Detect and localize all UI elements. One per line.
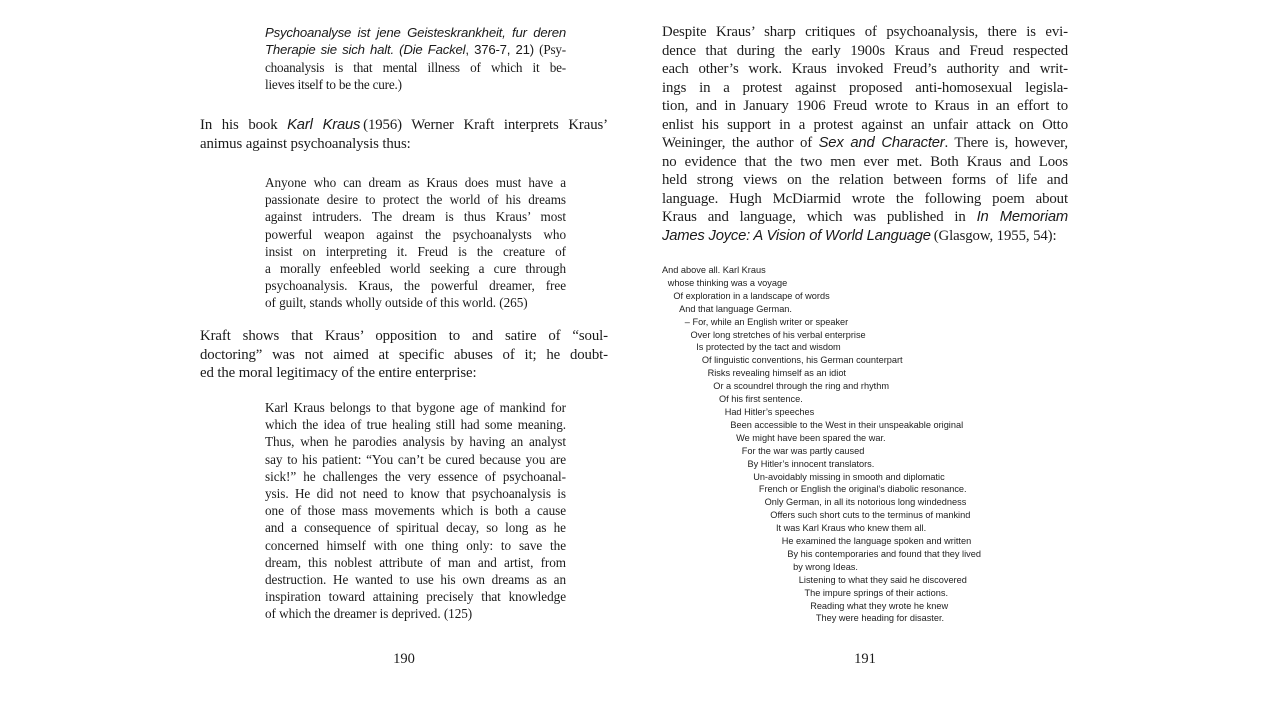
- text-line: choanalysis is that mental illness of which it be-: [265, 59, 566, 75]
- poem-line: They were heading for disaster.: [815, 613, 945, 624]
- text-line: destruction. He wanted to use his own dreams as an: [265, 571, 566, 587]
- text-line: a morally enfeebled world seeking a cure through: [265, 260, 566, 276]
- epigraph-quote: [265, 24, 566, 93]
- text-line: concerned himself with one thing only: to save the: [265, 537, 566, 553]
- text-line: of guilt, stands wholly outside of this world. (265): [265, 295, 528, 311]
- text-line: ings in a protest against proposed anti-homosexual legisla-: [662, 79, 1068, 96]
- text-line: no evidence that the two men ever met. Both Kraus and Loos: [662, 153, 1068, 170]
- poem-line: by wrong Ideas.: [793, 561, 858, 572]
- text-line: psychoanalysis. Kraus, the powerful dreamer, free: [265, 278, 566, 294]
- text-line: and a consequence of spiritual decay, so long as he: [265, 520, 566, 536]
- poem-line: Or a scoundrel through the ring and rhythm: [713, 381, 889, 392]
- poem-line: He examined the language spoken and written: [781, 536, 972, 547]
- text-line: tion, and in January 1906 Freud wrote to Kraus in an effort to: [662, 98, 1068, 114]
- text-line: say to his patient: “You can’t be cured because you are: [265, 451, 566, 467]
- text-line: Psychoanalyse ist jene Geisteskrankheit, fur deren: [265, 25, 566, 40]
- poem-line: Offers such short cuts to the terminus of mankind: [770, 510, 971, 521]
- text-line: powerful weapon against the psychoanalysts who: [265, 226, 566, 242]
- block-quote-kraft-2: [265, 399, 566, 622]
- poem-line: Over long stretches of his verbal enterprise: [690, 329, 866, 340]
- text-line: against intruders. The dream is thus Kraus’ most: [265, 209, 566, 225]
- poem-line: Listening to what they said he discovered: [798, 574, 967, 585]
- poem-line: It was Karl Kraus who knew them all.: [776, 523, 927, 534]
- text-line: lieves itself to be the cure.): [265, 76, 402, 92]
- text-line: which the idea of true healing still had some meaning.: [265, 417, 566, 433]
- poem-line: – For, while an English writer or speaker: [684, 316, 849, 327]
- text-line: ysis. He did not need to know that psychoanalysis is: [265, 485, 566, 501]
- poem-line: And that language German.: [679, 303, 792, 314]
- poem-line: Of his first sentence.: [719, 394, 803, 405]
- poem-line: Is protected by the tact and wisdom: [696, 342, 841, 353]
- poem-line: Of linguistic conventions, his German counterpart: [701, 355, 903, 366]
- text-line: In his book Karl Kraus (1956) Werner Kraft interprets Kraus’: [200, 117, 608, 133]
- poem-line: The impure springs of their actions.: [804, 587, 948, 598]
- paragraph-intro: [200, 116, 608, 153]
- poem-line: French or English the original’s diabolic resonance.: [758, 484, 967, 495]
- page-left: [200, 0, 608, 720]
- text-line: dence that during the early 1900s Kraus and Freud respected: [662, 42, 1068, 59]
- text-line: Karl Kraus belongs to that bygone age of mankind for: [265, 400, 566, 415]
- poem-line: Un-avoidably missing in smooth and diplomatic: [753, 471, 945, 482]
- poem-line: Had Hitler’s speeches: [724, 406, 815, 417]
- poem-line: Been accessible to the West in their unspeakable original: [730, 419, 964, 430]
- text-line: each other’s work. Kraus invoked Freud’s authority and writ-: [662, 61, 1068, 77]
- text-line: insist on interpreting it. Freud is the creature of: [265, 243, 566, 259]
- text-line: Thus, when he parodies analysis by having an analyst: [265, 434, 566, 450]
- text-line: Despite Kraus’ sharp critiques of psychoanalysis, there is evi-: [662, 24, 1068, 40]
- text-line: Kraft shows that Kraus’ opposition to and satire of “soul-: [200, 328, 608, 344]
- poem-mcdiarmid: [662, 264, 1068, 625]
- text-line: doctoring” was not aimed at specific abuses of it; he doubt-: [200, 346, 608, 363]
- text-line: one of those mass movements which is both a cause: [265, 503, 566, 519]
- poem-line: And above all. Karl Kraus: [662, 265, 766, 275]
- text-line: passionate desire to protect the world of his dreams: [265, 192, 566, 208]
- text-line: sick!” he challenges the very essence of psychoanal-: [265, 468, 566, 484]
- text-line: Anyone who can dream as Kraus does must have a: [265, 175, 566, 190]
- text-line: Kraus and language, which was published in In Memoriam: [662, 209, 1068, 225]
- poem-line: By Hitler’s innocent translators.: [747, 458, 875, 469]
- block-quote-kraft-1: [265, 174, 566, 312]
- text-line: Therapie sie sich halt. (Die Fackel, 376-7, 21) (Psy-: [265, 42, 566, 58]
- poem-line: whose thinking was a voyage: [667, 277, 788, 288]
- text-line: James Joyce: A Vision of World Language (Glasgow, 1955, 54):: [662, 227, 1057, 244]
- text-line: ed the moral legitimacy of the entire enterprise:: [200, 365, 477, 381]
- paragraph-main: [662, 23, 1068, 245]
- page-right: [662, 0, 1068, 720]
- poem-line: Risks revealing himself as an idiot: [707, 368, 846, 379]
- paragraph-kraft: [200, 327, 608, 383]
- text-line: of which the dreamer is deprived. (125): [265, 606, 473, 622]
- text-line: language. Hugh McDiarmid wrote the following poem about: [662, 190, 1068, 207]
- poem-line: Of exploration in a landscape of words: [673, 290, 830, 301]
- text-line: held strong views on the relation between forms of life and: [662, 172, 1068, 188]
- text-line: inspiration toward attaining precisely that knowledge: [265, 589, 566, 605]
- poem-line: Reading what they wrote he knew: [810, 600, 949, 611]
- text-line: enlist his support in a protest against an unfair attack on Otto: [662, 116, 1068, 133]
- poem-line: By his contemporaries and found that they lived: [787, 548, 981, 559]
- text-line: Weininger, the author of Sex and Character. There is, however,: [662, 135, 1068, 151]
- text-line: dream, this noblest attribute of man and artist, from: [265, 554, 566, 570]
- poem-line: For the war was partly caused: [741, 445, 865, 456]
- text-line: animus against psychoanalysis thus:: [200, 135, 411, 152]
- poem-line: Only German, in all its notorious long windedness: [764, 497, 967, 508]
- poem-line: We might have been spared the war.: [736, 432, 886, 443]
- page-number-left: 190: [393, 651, 415, 667]
- page-number-right: 191: [854, 651, 876, 667]
